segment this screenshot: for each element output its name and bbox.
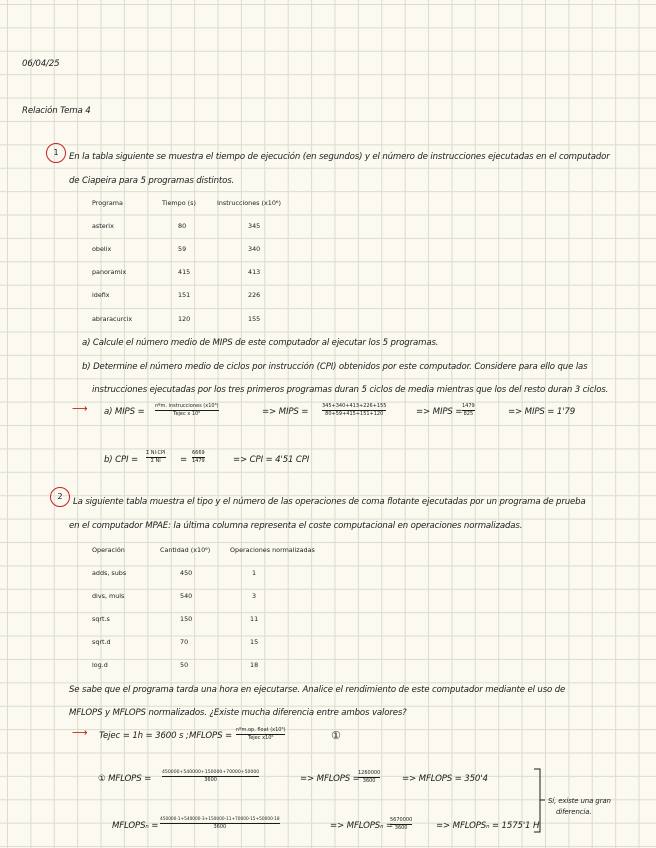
equation-arrow: => MFLOPS = (300, 774, 360, 784)
q2-line-norm-fraction (160, 817, 280, 830)
fraction-denominator: 3600 (394, 824, 408, 831)
q1-answer-b-result: => CPI = 4'51 CPI (233, 455, 310, 465)
q2-mflops-label: MFLOPS = (189, 731, 233, 741)
table-cell: 450 (180, 569, 193, 577)
question-number-badge (46, 143, 66, 163)
arrow-right-icon: ⟶ (72, 726, 88, 739)
q1-answer-b-label: b) CPI = (104, 455, 138, 465)
arrow-right-icon: ⟶ (72, 402, 88, 415)
q1-answer-a-result: => MIPS = 1'79 (508, 407, 576, 417)
table-cell: panoramix (92, 268, 127, 276)
table-cell: 155 (248, 315, 261, 323)
fraction-denominator: Σ NI (150, 457, 161, 464)
fraction-numerator: 5670000 (390, 817, 413, 823)
q2-line-one-fraction (162, 770, 259, 783)
fraction-numerator: 450000+540000+150000+70000+50000 (162, 770, 260, 775)
q1-answer-a-label: a) MIPS = (104, 407, 145, 417)
fraction-denominator: 1479 (192, 457, 205, 464)
equation-arrow: => MFLOPSₙ = (330, 821, 393, 831)
q1-answer-a-sum-fraction (322, 403, 386, 417)
table-header: Operación (92, 546, 125, 554)
fraction-denominator: 80+59+415+151+120 (325, 410, 384, 417)
equals-sign: = (180, 455, 188, 465)
table-cell: 11 (250, 615, 259, 623)
q2-mflops-fraction (236, 727, 285, 741)
table-cell: 345 (248, 222, 261, 230)
table-cell: sqrt.d (92, 638, 111, 646)
table-header: Operaciones normalizadas (230, 546, 315, 554)
table-cell: obelix (92, 245, 112, 253)
q2-statement-line-1: La siguiente tabla muestra el tipo y el número de las operaciones de coma flotante ejecutadas por un programa de prueba (73, 497, 586, 507)
fraction-denominator: 3600 (213, 823, 227, 830)
table-cell: 151 (178, 291, 191, 299)
q1-answer-b-value-fraction (192, 450, 205, 464)
q2-line-norm-result: => MFLOPSₙ = 1575'1 H (436, 821, 540, 831)
q1-part-b-line-2: instrucciones ejecutadas por los tres primeros programas duran 5 ciclos de media mientras que los del resto duran 3 ciclos. (92, 385, 609, 395)
table-cell: 1 (252, 569, 257, 577)
conclusion-line-2: diferencia. (556, 808, 592, 816)
q1-statement-line-1: En la tabla siguiente se muestra el tiempo de ejecución (en segundos) y el número de instrucciones ejecutadas en el computador (69, 152, 610, 162)
table-header: Instrucciones (x10⁶) (217, 199, 281, 207)
q2-tejec: Tejec = 1h = 3600 s ; (99, 731, 189, 741)
q1-part-a: a) Calcule el número medio de MIPS de este computador al ejecutar los 5 programas. (82, 338, 439, 348)
fraction-numerator: 345+340+413+226+155 (322, 403, 387, 409)
table-cell: 415 (178, 268, 191, 276)
q2-line-norm-label: MFLOPSₙ = (112, 821, 159, 831)
table-cell: 50 (180, 661, 189, 669)
table-cell: 150 (180, 615, 193, 623)
q2-statement-line-2: en el computador MPAE: la última columna representa el coste computacional en operaciones normalizadas. (69, 521, 523, 531)
q2-line-one-result: => MFLOPS = 350'4 (402, 774, 488, 784)
table-cell: divs, muls (92, 592, 125, 600)
fraction-numerator: 1479 (462, 403, 475, 409)
fraction-numerator: nºm.op. float (x10⁶) (236, 727, 286, 733)
question-number-badge (50, 487, 70, 507)
fraction-numerator: Σ NI·CPI (146, 450, 166, 456)
table-cell: 540 (180, 592, 193, 600)
page-title: Relación Tema 4 (22, 106, 91, 116)
q1-answer-a-value-fraction (462, 403, 475, 417)
q2-line-one-value-fraction (358, 770, 380, 784)
fraction-numerator: 6669 (192, 450, 205, 456)
q2-text-line-1: Se sabe que el programa tarda una hora en ejecutarse. Analice el rendimiento de este computador mediante el uso de (69, 685, 566, 695)
table-cell: 18 (250, 661, 259, 669)
conclusion-line-1: Sí, existe una gran (548, 797, 611, 805)
q2-line-norm-value-fraction (390, 817, 412, 831)
q1-part-b-line-1: b) Determine el número medio de ciclos por instrucción (CPI) obtenidos por este computador. Considere para ello que las (82, 362, 588, 372)
fraction-denominator: 825 (463, 410, 474, 417)
table-header: Cantidad (x10⁶) (160, 546, 211, 554)
table-cell: 120 (178, 315, 191, 323)
equation-arrow: => MIPS = (416, 407, 463, 417)
circled-one-marker: ① (331, 729, 341, 742)
question-number: 2 (57, 492, 63, 501)
table-header: Tiempo (s) (162, 199, 196, 207)
table-cell: 226 (248, 291, 261, 299)
table-cell: adds, subs (92, 569, 127, 577)
q2-line-one-label: ① MFLOPS = (98, 774, 152, 784)
table-cell: 70 (180, 638, 189, 646)
table-cell: 413 (248, 268, 261, 276)
q1-answer-b-fraction (146, 450, 166, 464)
equation-arrow: => MIPS = (262, 407, 309, 417)
fraction-denominator: 3600 (362, 777, 376, 784)
table-cell: 59 (178, 245, 187, 253)
fraction-numerator: 1260000 (358, 770, 381, 776)
table-cell: 3 (252, 592, 257, 600)
q1-answer-a-fraction (155, 403, 219, 417)
fraction-denominator: Tejec x10⁶ (248, 734, 274, 741)
table-cell: abraracurcix (92, 315, 133, 323)
fraction-denominator: 3600 (204, 776, 217, 783)
table-header: Programa (92, 199, 123, 207)
table-cell: 80 (178, 222, 187, 230)
table-cell: idefix (92, 291, 110, 299)
question-number: 1 (53, 148, 59, 157)
fraction-numerator: 450000·1+540000·3+150000·11+70000·15+50000·18 (160, 817, 280, 822)
table-cell: 340 (248, 245, 261, 253)
date: 06/04/25 (22, 59, 60, 69)
table-cell: 15 (250, 638, 259, 646)
q2-text-line-2: MFLOPS y MFLOPS normalizados. ¿Existe mucha diferencia entre ambos valores? (69, 708, 407, 718)
q1-statement-line-2: de Ciapeira para 5 programas distintos. (69, 176, 235, 186)
table-cell: log.d (92, 661, 108, 669)
bracket-icon (532, 768, 546, 834)
fraction-numerator: nºm. instrucciones (x10⁶) (155, 403, 219, 409)
table-cell: asterix (92, 222, 114, 230)
fraction-denominator: Tejec x 10⁶ (173, 410, 201, 417)
table-cell: sqrt.s (92, 615, 110, 623)
